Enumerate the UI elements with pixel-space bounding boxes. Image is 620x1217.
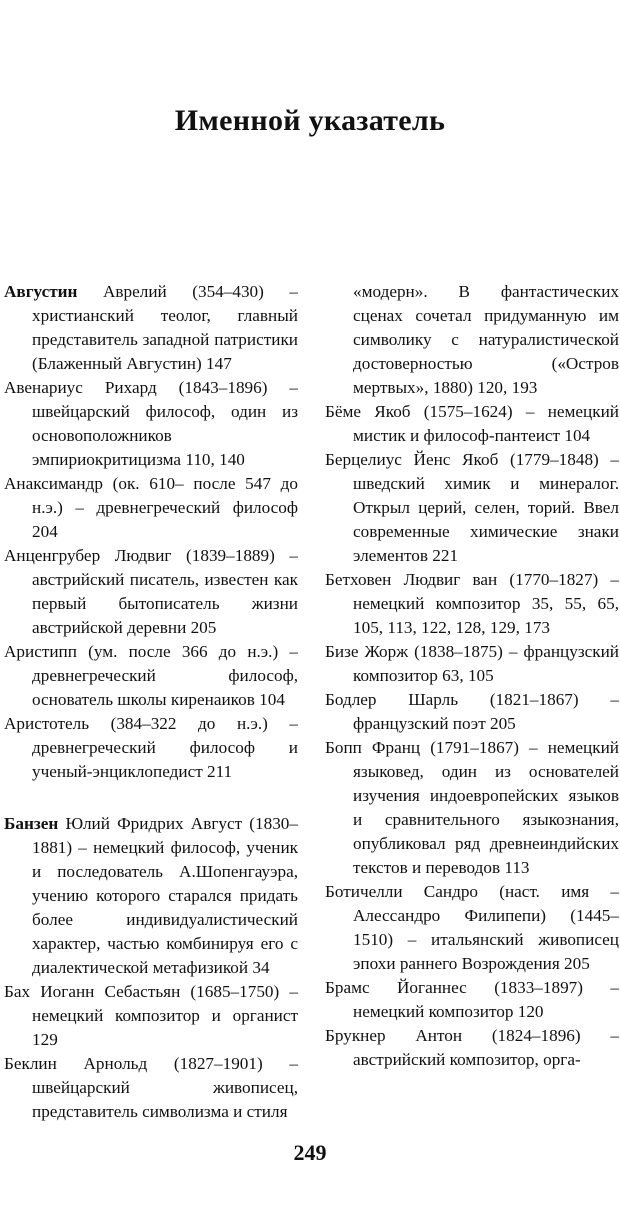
page-number: 249 <box>293 1140 327 1165</box>
index-entry <box>325 736 619 880</box>
index-entry <box>325 688 619 736</box>
entry-text: Аристотель (384–322 до н.э.) – древнегреческий философ и ученый-энциклопедист 211 <box>4 714 298 781</box>
entry-name: Банзен <box>4 814 59 833</box>
index-entry <box>325 448 619 568</box>
entry-text: Аристипп (ум. после 366 до н.э.) – древнегреческий философ, основатель школы киренаиков 104 <box>4 642 298 709</box>
entry-text: Бетховен Людвиг ван (1770–1827) – немецкий композитор 35, 55, 65, 105, 113, 122, 128, 129, 173 <box>325 570 619 637</box>
index-entry <box>4 980 298 1052</box>
entry-text: Бах Иоганн Себастьян (1685–1750) – немецкий композитор и органист 129 <box>4 982 298 1049</box>
entry-text: Авенариус Рихард (1843–1896) – швейцарский философ, один из основоположников эмпириокритицизма 110, 140 <box>4 378 298 469</box>
index-entry <box>4 1052 298 1124</box>
index-column-left <box>4 280 298 1124</box>
entry-text: Бёме Якоб (1575–1624) – немецкий мистик и философ-пантеист 104 <box>325 402 619 445</box>
index-entry <box>325 880 619 976</box>
index-entry <box>325 976 619 1024</box>
entry-text: Юлий Фридрих Август (1830–1881) – немецкий философ, ученик и последователь А.Шопенгауэра, учению которого старался придать более индивидуалистический характер, частью комбинируя его с диалектической метафизикой 34 <box>32 814 298 977</box>
index-column-right <box>325 280 619 1072</box>
index-entry <box>4 544 298 640</box>
entry-text: «модерн». В фантастических сценах сочетал придуманную им символику с натуралистической достоверностью («Остров мертвых», 1880) 120, 193 <box>353 282 619 397</box>
index-entry <box>4 712 298 784</box>
index-entry <box>325 640 619 688</box>
entry-text: Ботичелли Сандро (наст. имя – Алессандро Филипепи) (1445–1510) – итальянский живописец эпохи раннего Возрождения 205 <box>325 882 619 973</box>
entry-text: Анценгрубер Людвиг (1839–1889) – австрийский писатель, известен как первый бытописатель жизни австрийской деревни 205 <box>4 546 298 637</box>
index-entry <box>325 1024 619 1072</box>
index-entry <box>325 400 619 448</box>
entry-text: Бодлер Шарль (1821–1867) – французский поэт 205 <box>325 690 619 733</box>
index-entry <box>4 280 298 376</box>
index-entry <box>325 568 619 640</box>
entry-text: Беклин Арнольд (1827–1901) – швейцарский живописец, представитель символизма и стиля <box>4 1054 298 1121</box>
entry-text: Бизе Жорж (1838–1875) – французский композитор 63, 105 <box>325 642 619 685</box>
entry-text: Анаксимандр (ок. 610– после 547 до н.э.) – древнегреческий философ 204 <box>4 474 298 541</box>
index-entry <box>4 472 298 544</box>
index-entry <box>4 640 298 712</box>
index-entry <box>4 812 298 980</box>
entry-text: Брамс Йоганнес (1833–1897) – немецкий композитор 120 <box>325 978 619 1021</box>
entry-text: Бопп Франц (1791–1867) – немецкий языковед, один из основателей изучения индоевропейских языков и сравнительного языкознания, опубликовал ряд древнеиндийских текстов и переводов 113 <box>325 738 619 877</box>
index-entry-continuation <box>325 280 619 400</box>
entry-name: Августин <box>4 282 78 301</box>
entry-text: Аврелий (354–430) – христианский теолог, главный представитель западной патристики (Блаженный Августин) 147 <box>32 282 298 373</box>
entry-text: Берцелиус Йенс Якоб (1779–1848) – шведский химик и минералог. Открыл церий, селен, торий. Ввел современные химические знаки элементов 221 <box>325 450 619 565</box>
index-entry <box>4 376 298 472</box>
entry-text: Брукнер Антон (1824–1896) – австрийский композитор, орга- <box>325 1026 619 1069</box>
page-title: Именной указатель <box>174 104 446 137</box>
